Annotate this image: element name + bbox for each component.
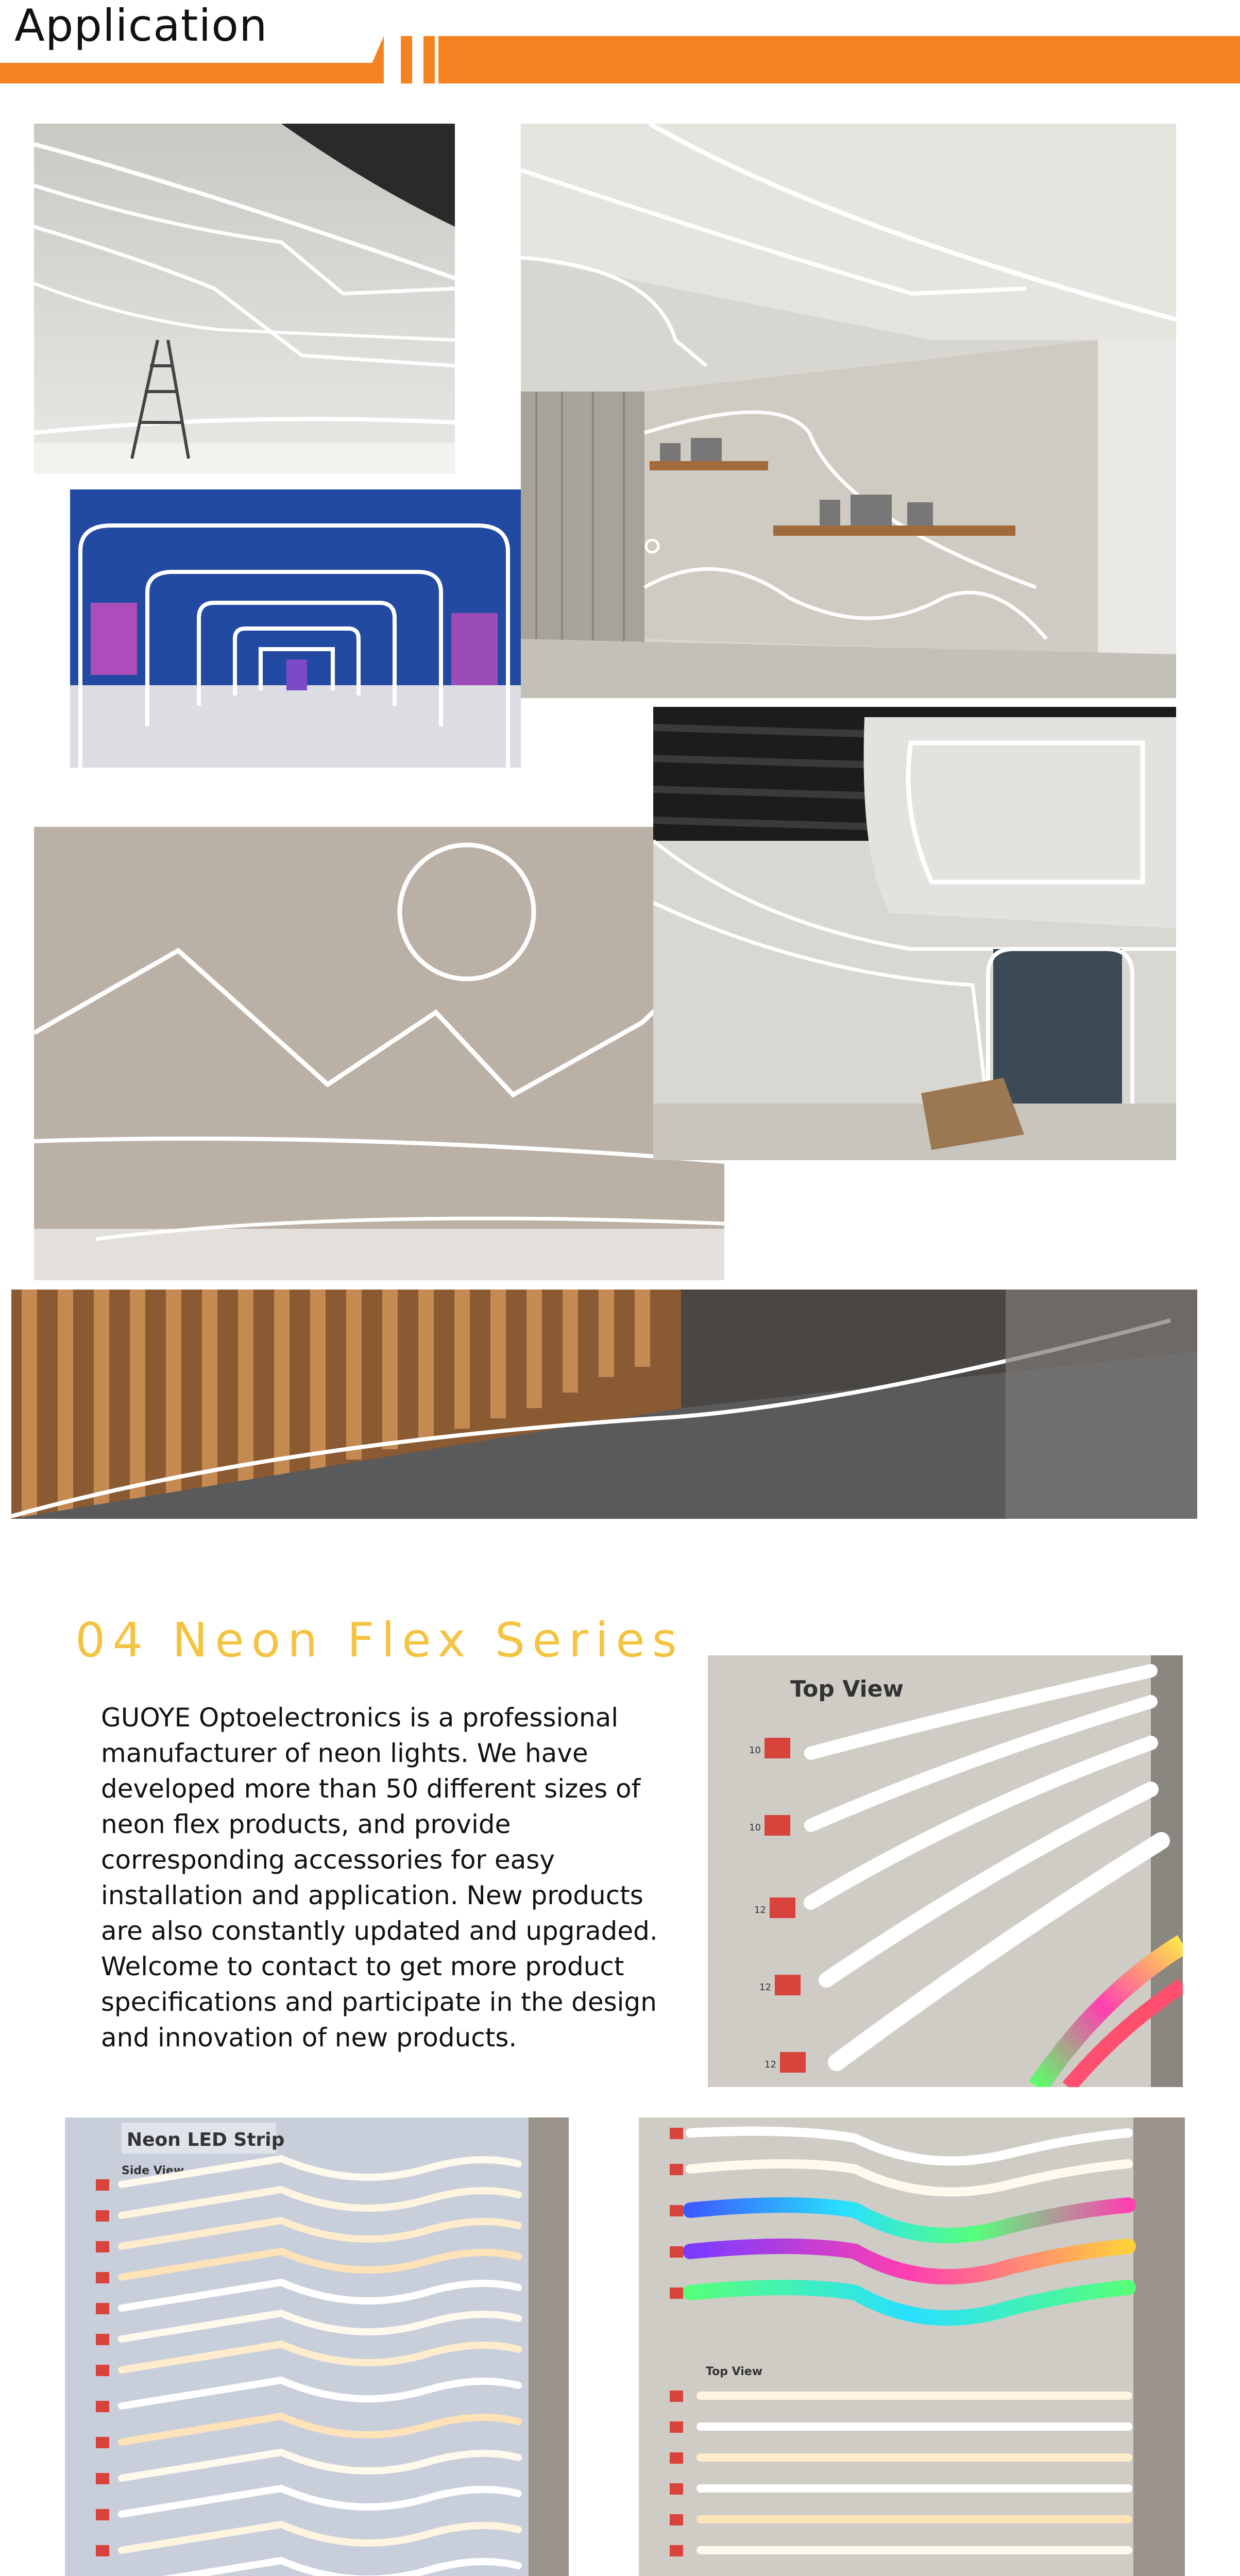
size-label: 12	[765, 2059, 776, 2070]
neon-strip-label: Neon LED Strip	[127, 2129, 285, 2150]
description-line: neon flex products, and provide	[101, 1809, 511, 1839]
description-line: developed more than 50 different sizes of	[101, 1774, 641, 1804]
size-label: 12	[754, 1905, 766, 1916]
description-line: are also constantly updated and upgraded.	[101, 1916, 658, 1946]
description-line: Welcome to contact to get more product	[101, 1952, 624, 1981]
top-view-label-2: Top View	[706, 2365, 763, 2378]
photo-wood-slats	[11, 1290, 1197, 1519]
header-bar-right	[438, 36, 1240, 83]
description-line: and innovation of new products.	[101, 2023, 517, 2053]
size-label: 12	[759, 1982, 771, 1993]
description-line: corresponding accessories for easy	[101, 1845, 555, 1875]
description-line: GUOYE Optoelectronics is a professional	[101, 1703, 619, 1733]
size-label: 10	[749, 1822, 761, 1833]
header-bar-tick	[401, 36, 412, 83]
photo-room-shelves	[521, 124, 1176, 698]
photo-neon-led-strip-side-view	[65, 2117, 569, 2576]
photo-blue-tunnel	[70, 489, 521, 768]
description-line: manufacturer of neon lights. We have	[101, 1738, 588, 1768]
photo-ceiling-corridor	[653, 707, 1176, 1160]
photo-neon-color-waves-top-view	[639, 2117, 1185, 2576]
series-description	[101, 1700, 658, 2056]
header-bar-tick	[423, 36, 435, 83]
top-view-label: Top View	[790, 1676, 904, 1702]
description-line: specifications and participate in the design	[101, 1987, 657, 2017]
description-line: installation and application. New products	[101, 1880, 643, 1910]
side-view-label: Side View	[122, 2164, 184, 2177]
photo-top-view-board	[708, 1655, 1183, 2087]
header-bar-left	[0, 63, 384, 83]
series-title: 04 Neon Flex Series	[75, 1613, 684, 1668]
page-title: Application	[14, 0, 268, 52]
photo-atrium-ladder	[34, 124, 455, 474]
size-label: 10	[749, 1745, 761, 1756]
photo-mountain-line	[34, 827, 724, 1280]
